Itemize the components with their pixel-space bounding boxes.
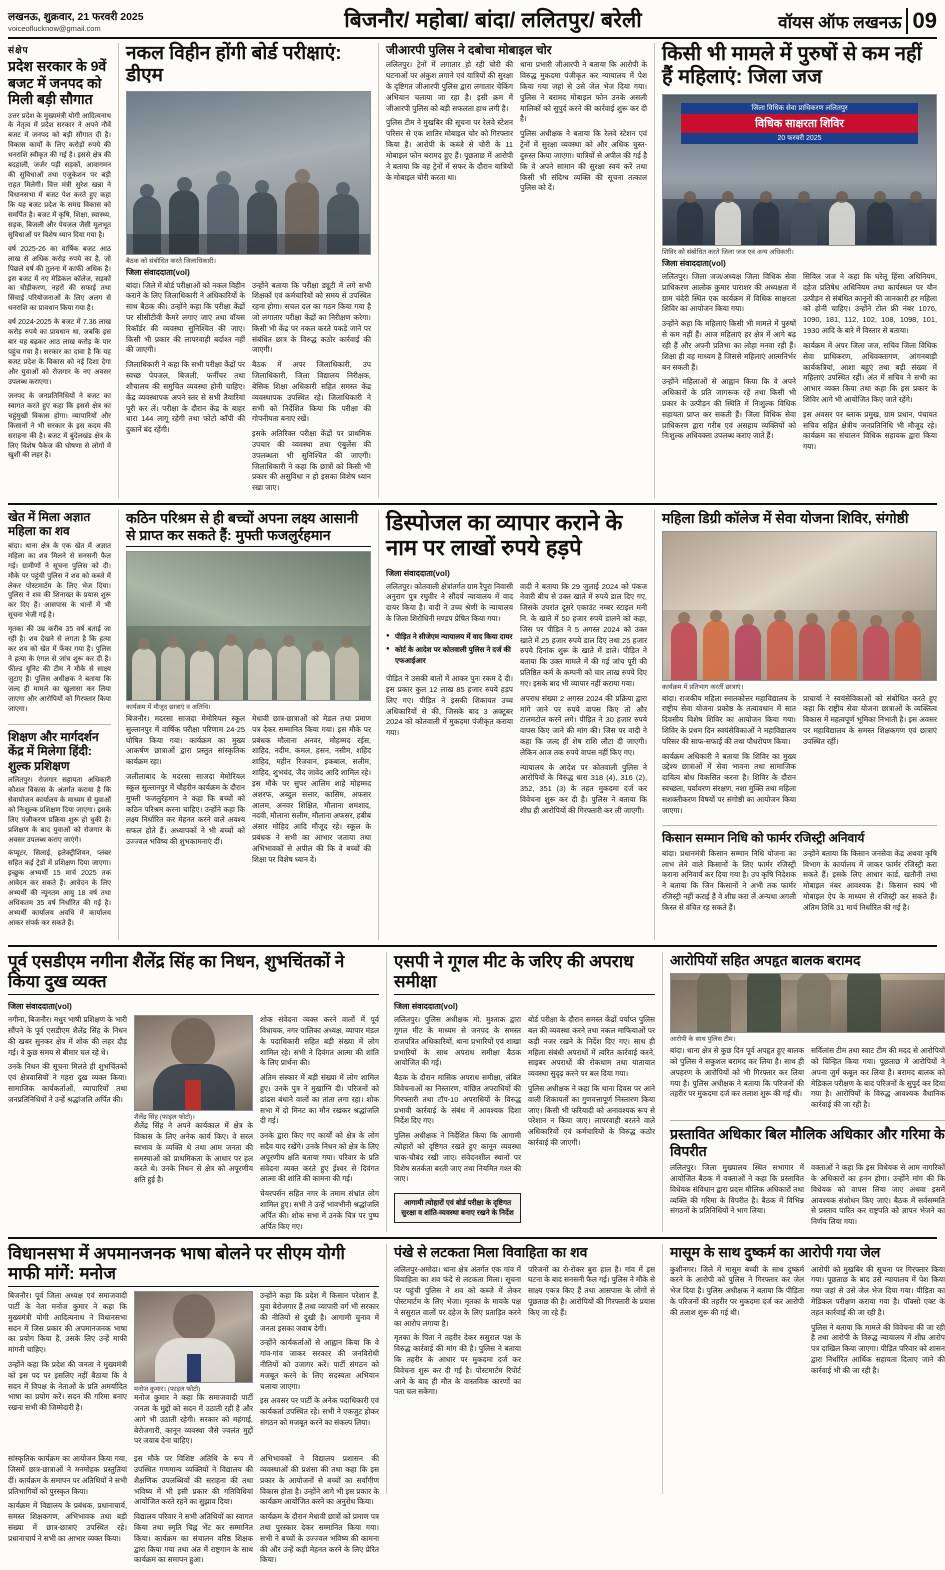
column-4-lower: [670, 952, 945, 1232]
masthead-left: [8, 10, 208, 34]
col3-small-p2: पुलिस टीम ने मुखबिर की सूचना पर रेलवे स्टेशन परिसर से एक शातिर मोबाइल चोर को गिरफ्तार किया है। आरोपी के कब्जे से चोरी के 11 मोबाइल फोन बरामद हुए हैं। पूछताछ में आरोपी ने बताया कि वह ट्रेनों में सफर के दौरान यात्रियों के मोबाइल चोरी करता था।: [386, 118, 513, 182]
masoom-p3: पुलिस ने बताया कि मामले की विवेचना की जा रही है तथा आरोपी के विरुद्ध न्यायालय में शीघ्र आरोप पत्र दाखिल किया जाएगा। पीड़ित परिवार को शासन द्वारा निर्धारित आर्थिक सहायता दिलाए जाने की कार्रवाई भी की जा रही है।: [811, 1322, 945, 1375]
column-3-mid: [386, 510, 647, 940]
banner-subtitle: जिला विधिक सेवा प्राधिकरण ललितपुर: [681, 103, 918, 114]
col4-sub3-photo: [670, 973, 945, 1034]
lower-section: [8, 952, 945, 1232]
col2-sub-p1: बिजनौर। मदरसा साजदा मेमोरियल स्कूल सुल्तानपुर में वार्षिक परीक्षा परिणाम 24-25 घोषित किया गया। कार्यक्रम का मुख्य आकर्षण छात्राओं द्वारा प्रस्तुत सांस्कृतिक कार्यक्रम रहा।: [126, 714, 245, 767]
col4-p3: उन्होंने महिलाओं से आह्वान किया कि वे अपने अधिकारों के प्रति जागरूक रहें तथा किसी भी प्रकार के उत्पीड़न की स्थिति में निःशुल्क विधिक सहायता प्राप्त कर सकती हैं। जिला विधिक सेवा प्राधिकरण द्वारा गरीब एवं असहाय व्यक्तियों को निःशुल्क अधिवक्ता उपलब्ध कराए जाते हैं।: [662, 377, 796, 441]
obit-p5: अंतिम संस्कार में बड़ी संख्या में लोग शामिल हुए। उनके पुत्र ने मुखाग्नि दी। परिजनों को ढांढस बंधाने वालों का तांता लगा रहा। शोक सभा में दो मिनट का मौन रखकर श्रद्धांजलि दी गई।: [260, 1073, 379, 1126]
col4-sub3-photo-caption: आरोपी के साथ पुलिस टीम।: [670, 1036, 736, 1044]
col2-sub-p3: मेधावी छात्र-छात्राओं को मेडल तथा प्रमाण पत्र देकर सम्मानित किया गया। इस मौके पर प्रबंधक मौलाना अनवर, मोहम्मद रईस, शाहिद, नदीम, कमल, हसन, नसीम, शहिद शाहिद, महीन रिजवान, इकबाल, सलीम, शाहिद, शुभचंद, जैद जावेद आदि शामिल रहे। इस मौके पर सुपर आलिम शाहे मोहम्मद अशरफ, अब्दुल सत्तार, कासिम, अफसर आलम, अनवर शिक्षित, मौलाना शमशाद, नदवी, मौलाना सलीम, मौलाना अफसर, हबीब अंसार मोहिद आदि मौजूद रहे। स्कूल के प्रबंधक ने सभी का आभार जताया तथा अभिभावकों से अपील की कि वे बच्चों की शिक्षा पर विशेष ध्यान दें।: [252, 714, 372, 864]
center2-p6: कार्यक्रम के दौरान मेधावी छात्रों को प्रमाण पत्र तथा पुरस्कार देकर सम्मानित किया गया। सभी ने बच्चों के उज्ज्वल भविष्य की कामना की और उन्हें कड़ी मेहनत करने के लिए प्रेरित किया।: [260, 1512, 379, 1565]
obit-p2: उनके निधन की सूचना मिलते ही शुभचिंतकों एवं क्षेत्रवासियों ने गहरा दुख व्यक्त किया। सामाजिक कार्यकर्ताओं, व्यापारियों तथा जनप्रतिनिधियों ने उन्हें श्रद्धांजलि अर्पित की।: [8, 1062, 127, 1104]
column-2-mid: [126, 510, 371, 940]
masoom-p2: आरोपी को मुखबिर की सूचना पर गिरफ्तार किया गया। पूछताछ के बाद उसे न्यायालय में पेश किया गया जहां से उसे जेल भेज दिया गया। पीड़िता का मेडिकल परीक्षण कराया गया है। पॉक्सो एक्ट के तहत कार्रवाई की जा रही है।: [811, 1264, 945, 1317]
col2-p3: उन्होंने बताया कि परीक्षा ड्यूटी में लगे सभी शिक्षकों एवं कर्मचारियों को समय से उपस्थित रहना होगा। सचल दल का गठन किया गया है जो लगातार परीक्षा केंद्रों का निरीक्षण करेगा। किसी भी केंद्र पर नकल करते पकड़े जाने पर संबंधित छात्र के विरुद्ध कठोर कार्रवाई की जाएगी।: [252, 280, 371, 355]
newspaper-brand: वॉयस ऑफ लखनऊ: [778, 12, 902, 32]
col3-big-headline: डिस्पोजल का व्यापार कराने के नाम पर लाखों रुपये हड़पे: [386, 510, 623, 561]
col1-sub3-headline: शिक्षण और मार्गदर्शन केंद्र में मिलेगा हिंदी: शुल्क प्रशिक्षण: [8, 729, 99, 773]
bottom-section: [8, 1244, 945, 1565]
col4-byline: जिला संवाददाता(vol): [662, 259, 726, 268]
list-item: ● पीड़ित ने सीजेएम न्यायालय में वाद किया दायर: [386, 632, 513, 642]
col4-sub2-p1: बांदा। प्रधानमंत्री किसान सम्मान निधि योजना का लाभ लेने वाले किसानों के लिए फार्मर रजिस्ट्री कराना अनिवार्य कर दिया गया है। उप कृषि निदेशक ने बताया कि जिन किसानों ने अभी तक फार्मर रजिस्ट्री नहीं कराई है वे शीघ्र करा लें अन्यथा अगली किस्त से वंचित रह सकते हैं।: [662, 848, 796, 912]
obituary-article: [8, 952, 379, 1232]
col1-sub2-text2: मृतका की उम्र करीब 35 वर्ष बताई जा रही है। शव देखने से लगता है कि हत्या कर शव को खेत में फेंका गया है। पुलिस ने हत्या के एंगल से जांच शुरू कर दी है। फील्ड यूनिट की टीम ने मौके से साक्ष्य जुटाए हैं। पुलिस अधीक्षक ने बताया कि जल्द ही मामले का खुलासा कर लिया जाएगा और आरोपियों को गिरफ्तार किया जाएगा।: [8, 626, 111, 713]
col2-sub-p2: जलीलाबाद के मदरसा साजदा मेमोरियल स्कूल सुल्तानपुर में चौहरीन कार्यक्रम के दौरान मुफ्ती फजलुर्रहमान ने कहा कि बच्चों को कठिन परिश्रम करना चाहिए। उन्होंने कहा कि लक्ष्य निर्धारित कर मेहनत करने वाले अवश्य सफल होते हैं। अध्यापकों ने भी बच्चों को उज्ज्वल भविष्य की शुभकामनाएं दीं।: [126, 772, 245, 846]
col2-sub-photo-caption: कार्यक्रम में मौजूद छात्राएं व अतिथि।: [126, 704, 211, 712]
col1-sub2-headline: खेत में मिला अज्ञात महिला का शव: [8, 510, 91, 539]
obit-p3: शैलेंद्र सिंह ने अपने कार्यकाल में क्षेत्र के विकास के लिए अनेक कार्य किए। वे सरल स्वभाव के व्यक्ति थे तथा आम जनता की समस्याओं को प्राथमिकता के आधार पर हल करते थे। उनके निधन से क्षेत्र को अपूरणीय क्षति हुई है।: [134, 1121, 253, 1185]
manoj-p4: उन्होंने कहा कि प्रदेश में किसान परेशान हैं, युवा बेरोजगार हैं तथा व्यापारी वर्ग भी सरकार की नीतियों से दुखी है। आगामी चुनाव में जनता इसका जवाब देगी।: [260, 1291, 379, 1333]
bottom-mid-article: [394, 1244, 655, 1494]
manoj-headline: विधानसभा में अपमानजनक भाषा बोलने पर सीएम योगी माफी मांगें: मनोज: [8, 1244, 379, 1287]
col3-p5: न्यायालय के आदेश पर कोतवाली पुलिस ने आरोपियों के विरुद्ध धारा 318 (4), 316 (2), 352, 351 (3) के तहत मुकदमा दर्ज कर विवेचना शुरू कर दी है। पुलिस ने बताया कि शीघ्र ही आरोपियों की गिरफ्तारी कर ली जाएगी।: [520, 762, 647, 815]
col4-sub4-p1: ललितपुर। जिला मुख्यालय स्थित सभागार में आयोजित बैठक में वक्ताओं ने कहा कि प्रस्तावित विधेयक संविधान द्वारा प्रदत्त मौलिक अधिकारों तथा व्यक्ति की गरिमा के विपरीत है। बैठक में विभिन्न संगठनों के प्रतिनिधियों ने भाग लिया।: [670, 1163, 804, 1216]
top-section: [8, 43, 937, 498]
col4-photo: [662, 94, 937, 246]
col1-sub2-text: बांदा। थाना क्षेत्र के एक खेत में अज्ञात महिला का शव मिलने से सनसनी फैल गई। ग्रामीणों ने सूचना पुलिस को दी। मौके पर पहुंची पुलिस ने शव को कब्जे में लेकर पोस्टमार्टम के लिए भेज दिया। पुलिस ने शव की शिनाख्त के प्रयास शुरू कर दिए हैं। आसपास के थानों में भी सूचना भेजी गई है।: [8, 542, 111, 620]
col4-sub4-headline: प्रस्तावित अधिकार बिल मौलिक अधिकार और गरिमा के विपरीत: [670, 1126, 945, 1159]
col4-p6: इस अवसर पर ब्लाक प्रमुख, ग्राम प्रधान, पंचायत सचिव सहित क्षेत्रीय जनप्रतिनिधि भी मौजूद रहे। कार्यक्रम का संचालन विधिक सहायक द्वारा किया गया।: [803, 409, 937, 452]
contact-email: voiceoflucknow@gmail.com: [8, 23, 101, 33]
manoj-p3: मनोज कुमार ने कहा कि समाजवादी पार्टी जनता के मुद्दों को सदन में उठाती रही है और आगे भी उठाती रहेगी। सरकार को महंगाई, बेरोजगारी, कानून व्यवस्था जैसे ज्वलंत मुद्दों पर जवाब देना चाहिए।: [134, 1393, 253, 1446]
publication-date: लखनऊ, शुक्रवार, 21 फरवरी 2025: [8, 10, 144, 23]
manoj-p5: उन्होंने कार्यकर्ताओं से आह्वान किया कि वे गांव-गांव जाकर सरकार की जनविरोधी नीतियों को उजागर करें। पार्टी संगठन को मजबूत करने के लिए सदस्यता अभियान चलाया जाएगा।: [260, 1338, 379, 1391]
masthead-right: [778, 8, 937, 34]
col4-sub-p1: बांदा। राजकीय महिला स्नातकोत्तर महाविद्यालय के राष्ट्रीय सेवा योजना प्रकोष्ठ के तत्वावधान में सात दिवसीय विशेष शिविर का आयोजन किया गया। शिविर के प्रथम दिन स्वयंसेविकाओं ने महाविद्यालय परिसर की साफ-सफाई की तथा पौधरोपण किया।: [662, 693, 796, 746]
col2-sub-headline: कठिन परिश्रम से ही बच्चों अपना लक्ष्य आसानी से प्राप्त कर सकते हैं: मुफ्ती फजलुर्रहमान: [126, 510, 371, 547]
col3-p3: अपराध संख्या 2 अगस्त 2024 की प्रक्रिया द्वारा मांगे जाने पर रुपये वापस किए तो और टालमटोल करने लगे। पीड़ित ने 30 हजार रुपये वापस किए जाने की मांग की। जिस पर वादी ने कहा कि जल्द ही शेष राशि लौटा दी जाएगी। लेकिन आज तक रुपये वापस नहीं किए गए।: [520, 693, 647, 757]
col4-sub3-headline: आरोपियों सहित अपहृत बालक बरामद: [670, 952, 861, 968]
col4-p1: ललितपुर। जिला जज/अध्यक्ष जिला विधिक सेवा प्राधिकरण आलोक कुमार पाराशर की अध्यक्षता में ग्राम चंदेरी स्थित एक कार्यक्रम में विधिक साक्षरता शिविर का आयोजन किया गया।: [662, 272, 796, 314]
sp-headline: एसपी ने गूगल मीट के जरिए की अपराध समीक्षा: [394, 952, 655, 995]
col2-p5: इसके अतिरिक्त परीक्षा केंद्रों पर प्राथमिक उपचार की व्यवस्था तथा एंबुलेंस की उपलब्धता भी सुनिश्चित की जाएगी। जिलाधिकारी ने कहा कि छात्रों को किसी भी प्रकार की असुविधा न हो इसका विशेष ध्यान रखा जाए।: [252, 429, 371, 493]
masthead: [8, 6, 937, 39]
col4-sub4-p2: वक्ताओं ने कहा कि इस विधेयक से आम नागरिकों के अधिकारों का हनन होगा। उन्होंने मांग की कि विधेयक को वापस लिया जाए अथवा इसमें आवश्यक संशोधन किए जाएं। बैठक में सर्वसम्मति से प्रस्ताव पारित कर राष्ट्रपति को ज्ञापन भेजने का निर्णय लिया गया।: [811, 1163, 945, 1227]
manoj-article: [8, 1244, 379, 1565]
col4-sub3-p1: बांदा। थाना क्षेत्र से कुछ दिन पूर्व अपहृत हुए बालक को पुलिस ने सकुशल बरामद कर लिया है। साथ ही अपहरण के आरोपियों को भी गिरफ्तार कर लिया गया है। पुलिस अधीक्षक ने बताया कि परिजनों की तहरीर पर मुकदमा दर्ज कर तलाश शुरू की गई थी।: [670, 1046, 804, 1099]
col4-sub-photo: [662, 531, 937, 681]
manoj-p1: बिजनौर। पूर्व जिला अध्यक्ष एवं समाजवादी पार्टी के नेता मनोज कुमार ने कहा कि मुख्यमंत्री योगी आदित्यनाथ ने विधानसभा सदन में जिस प्रकार की अपमानजनक भाषा का प्रयोग किया है, उसके लिए उन्हें माफी मांगनी चाहिए।: [8, 1291, 127, 1355]
col3-bullet-list: [386, 632, 513, 669]
center2-p5: अभिभावकों ने विद्यालय प्रशासन की व्यवस्थाओं की प्रशंसा की तथा कहा कि इस प्रकार के आयोजनों से बच्चों का सर्वांगीण विकास होता है। उन्होंने आगे भी इस प्रकार के कार्यक्रम आयोजित करने का अनुरोध किया।: [260, 1454, 379, 1507]
manoj-photo-caption: मनोज कुमार। (फाइल फोटो): [134, 1386, 201, 1394]
center2-p4: विद्यालय परिवार ने सभी अतिथियों का स्वागत किया तथा स्मृति चिह्न भेंट कर सम्मानित किया। कार्यक्रम का संचालन वरिष्ठ शिक्षक द्वारा किया गया तथा अंत में राष्ट्रगान के साथ कार्यक्रम का समापन हुआ।: [134, 1512, 253, 1565]
manoj-portrait-photo: [134, 1291, 253, 1383]
page-number: 09: [906, 8, 937, 34]
col2-p4: बैठक में अपर जिलाधिकारी, उप जिलाधिकारी, जिला विद्यालय निरीक्षक, बेसिक शिक्षा अधिकारी सहित समस्त केंद्र व्यवस्थापक उपस्थित रहे। जिलाधिकारी ने सभी को निर्देशित किया कि परीक्षा की गोपनीयता बनाए रखें।: [252, 360, 371, 424]
col2-sub-photo: [126, 551, 371, 701]
center2-p3: इस मौके पर विशिष्ट अतिथि के रूप में उपस्थित गणमान्य व्यक्तियों ने विद्यालय की शैक्षणिक उपलब्धियों की सराहना की तथा भविष्य में भी इसी प्रकार की गतिविधियां आयोजित करते रहने का सुझाव दिया।: [134, 1454, 253, 1507]
col3-p1: ललितपुर। कोतवाली क्षेत्रांतर्गत ग्राम रैपुरा निवासी अनुराग पुत्र रघुवीर ने सौंदर्य न्यायालय में वाद दायर किया है। वादी ने उच्च श्रेणी के न्यायालय के जिला शिरोधिनी मण्डप प्रेषित किया गया।: [386, 581, 513, 624]
col2-p1: बांदा। जिले में बोर्ड परीक्षाओं को नकल विहीन कराने के लिए जिलाधिकारी ने अधिकारियों के साथ बैठक की। उन्होंने कहा कि परीक्षा केंद्रों पर सीसीटीवी कैमरे लगाए जाएं तथा वॉयस रिकॉर्डर की व्यवस्था सुनिश्चित की जाए। किसी भी प्रकार की लापरवाही बर्दाश्त नहीं की जाएगी।: [126, 280, 245, 355]
col1-para4: जनपद के जनप्रतिनिधियों ने बजट का स्वागत करते हुए कहा कि इससे क्षेत्र का चहुंमुखी विकास होगा। व्यापारियों और किसानों ने भी सरकार के इस कदम की सराहना की है। बजट में बुंदेलखंड क्षेत्र के लिए विशेष पैकेज की घोषणा से लोगों में खुशी की लहर है।: [8, 392, 111, 460]
col4-sub3-p2: सर्विलांस टीम तथा स्वाट टीम की मदद से आरोपियों को चिन्हित किया गया। पूछताछ में आरोपियों ने अपना जुर्म कबूल कर लिया है। बरामद बालक को मेडिकल परीक्षण के बाद परिजनों के सुपुर्द कर दिया गया है। आरोपियों के विरुद्ध आवश्यक वैधानिक कार्रवाई की जा रही है।: [811, 1046, 945, 1110]
sp-box-note: आगामी त्योहारों एवं बोर्ड परीक्षा के दृष्टिगत सुरक्षा व शांति-व्यवस्था बनाए रखने के निर्देश: [394, 1193, 521, 1223]
manoj-p2: उन्होंने कहा कि प्रदेश की जनता ने मुख्यमंत्री को इस पद पर इसलिए नहीं बैठाया कि वे सदन में विपक्ष के नेताओं के प्रति अमर्यादित भाषा का प्रयोग करें। सदन की गरिमा बनाए रखना सभी की जिम्मेदारी है।: [8, 1359, 127, 1413]
obit-photo-caption: शैलेंद्र सिंह (फाइल फोटो)।: [134, 1114, 195, 1122]
col1-lead-headline: प्रदेश सरकार के 9वें बजट में जनपद को मिली बड़ी सौगात: [8, 58, 107, 108]
col1-sub3-text2: कंप्यूटर, सिलाई, इलेक्ट्रीशियन, प्लंबर सहित कई ट्रेडों में प्रशिक्षण दिया जाएगा। इच्छुक अभ्यर्थी 15 मार्च 2025 तक आवेदन कर सकते हैं। आवेदन के लिए अभ्यर्थी की न्यूनतम आयु 18 वर्ष तथा अधिकतम 35 वर्ष निर्धारित की गई है। अभ्यर्थी कार्यालय अवधि में कार्यालय आकर संपर्क कर सकते हैं।: [8, 850, 111, 928]
col3-small-p3: थाना प्रभारी जीआरपी ने बताया कि आरोपी के विरुद्ध मुकदमा पंजीकृत कर न्यायालय में पेश किया गया जहां से उसे जेल भेज दिया गया। पुलिस ने बरामद मोबाइल फोन उनके असली मालिकों को सुपुर्द करने की कार्रवाई शुरू कर दी है।: [520, 60, 647, 124]
col1-sub3-text: ललितपुर। रोजगार सहायता अधिकारी कौशल विकास के अंतर्गत कराया है कि सेवायोजन कार्यालय के माध्यम से युवाओं को निःशुल्क प्रशिक्षण दिया जाएगा। इसके लिए पंजीकरण प्रक्रिया शुरू हो चुकी है। प्रशिक्षण के बाद युवाओं को रोजगार के अवसर उपलब्ध कराए जाएंगे।: [8, 776, 111, 844]
pankha-headline: पंखे से लटकता मिला विवाहिता का शव: [394, 1244, 588, 1260]
col4-sub-p2: कार्यक्रम अधिकारी ने बताया कि शिविर का मुख्य उद्देश्य छात्राओं में सेवा भावना तथा सामाजिक दायित्व बोध विकसित करना है। शिविर के दौरान स्वच्छता, पर्यावरण संरक्षण, नशा मुक्ति तथा महिला सशक्तीकरण विषयों पर संगोष्ठी का आयोजन किया जाएगा।: [662, 751, 796, 815]
center2-p1: सांस्कृतिक कार्यक्रम का आयोजन किया गया, जिसमें छात्र-छात्राओं ने मनमोहक प्रस्तुतियां दीं। कार्यक्रम के समापन पर अतिथियों ने सभी प्रतिभागियों को पुरस्कृत किया।: [8, 1454, 127, 1496]
col4-photo-caption: शिविर को संबोधित करते जिला जज एवं अन्य अधिकारी।: [662, 249, 794, 256]
col2-byline: जिला संवाददाता(vol): [126, 267, 190, 277]
obit-headline: पूर्व एसडीएम नगीना शैलेंद्र सिंह का निधन, शुभचिंतकों ने किया दुख व्यक्त: [8, 952, 379, 995]
column-2: [126, 43, 371, 498]
sp-p2: बैठक के दौरान मासिक अपराध समीक्षा, लंबित विवेचनाओं का निस्तारण, वांछित अपराधियों की गिरफ्तारी तथा टॉप-10 अपराधियों के विरुद्ध प्रभावी कार्रवाई के संबंध में आवश्यक दिशा निर्देश दिए गए।: [394, 1073, 521, 1126]
col2-p2: जिलाधिकारी ने कहा कि सभी परीक्षा केंद्रों पर स्वच्छ पेयजल, बिजली, फर्नीचर तथा शौचालय की समुचित व्यवस्था होनी चाहिए। केंद्र व्यवस्थापक अपने स्तर से सभी तैयारियां पूरी कर लें। परीक्षा के दौरान केंद्र के बाहर धारा 144 लागू रहेगी तथा फोटो कॉपी की दुकानें बंद रहेंगी।: [126, 360, 245, 435]
col3-small-p1: ललितपुर। ट्रेनों में लगातार हो रही चोरी की घटनाओं पर अंकुश लगाने एवं यात्रियों की सुरक्षा के दृष्टिगत जीआरपी पुलिस द्वारा लगातार चेकिंग अभियान चलाया जा रहा है। इसी क्रम में जीआरपी पुलिस को बड़ी सफलता हाथ लगी है।: [386, 60, 513, 113]
column-3: [386, 43, 647, 498]
col3-p4: पीड़ित ने उसकी बातों में आकर पुनः रकम दे दी। इस प्रकार कुल 12 लाख 85 हजार रुपये हड़प लिए गए। पीड़ित ने इसकी शिकायत उच्च अधिकारियों से की, जिसके बाद 3 अक्टूबर 2024 को कोतवाली में मुकदमा पंजीकृत कराया गया।: [386, 674, 513, 738]
edition-list: बिजनौर/ महोबा/ बांदा/ ललितपुर/ बरेली: [344, 9, 642, 32]
sp-p3: पुलिस अधीक्षक ने निर्देशित किया कि आगामी त्योहारों को दृष्टिगत रखते हुए कानून व्यवस्था चाक-चौबंद रखी जाए। संवेदनशील स्थानों पर विशेष सतर्कता बरती जाए तथा नियमित गश्त की जाए।: [394, 1131, 521, 1184]
col4-sub-photo-caption: कार्यक्रम में प्रतिभाग करतीं छात्राएं।: [662, 683, 744, 691]
obit-byline: जिला संवाददाता(vol): [8, 1002, 72, 1012]
pankha-p3: परिजनों का रो-रोकर बुरा हाल है। गांव में इस घटना के बाद सनसनी फैल गई। पुलिस ने मौके से साक्ष्य एकत्र किए हैं तथा आसपास के लोगों से पूछताछ की है। आरोपियों की गिरफ्तारी के प्रयास किए जा रहे हैं।: [528, 1264, 655, 1317]
col3-small-p4: पुलिस अधीक्षक ने बताया कि रेलवे स्टेशन एवं ट्रेनों में सुरक्षा व्यवस्था को और अधिक चुस्त-दुरुस्त किया जाएगा। यात्रियों से अपील की गई है कि वे अपने सामान की सुरक्षा स्वयं करें तथा किसी भी संदिग्ध व्यक्ति की सूचना तत्काल पुलिस को दें।: [520, 129, 647, 193]
manoj-p6: इस अवसर पर पार्टी के अनेक पदाधिकारी एवं कार्यकर्ता उपस्थित रहे। सभी ने एकजुट होकर संगठन को मजबूत करने का संकल्प लिया।: [260, 1396, 379, 1428]
sp-byline: जिला संवाददाता(vol): [394, 1002, 458, 1012]
col4-p5: कार्यक्रम में अपर जिला जज, सचिव जिला विधिक सेवा प्राधिकरण, अधिवक्तागण, आंगनबाड़ी कार्यकत्रियां, आशा बहुएं तथा बड़ी संख्या में महिलाएं उपस्थित रहीं। अंत में सचिव ने सभी का आभार व्यक्त किया तथा कहा कि इस प्रकार के शिविर आगे भी आयोजित किए जाते रहेंगे।: [803, 340, 937, 404]
center2-p2: कार्यक्रम में विद्यालय के प्रबंधक, प्रधानाचार्य, समस्त शिक्षकगण, अभिभावक तथा बड़ी संख्या में छात्र-छात्राएं उपस्थित रहे। प्रधानाचार्य ने सभी का आभार व्यक्त किया।: [8, 1501, 127, 1543]
column-1: [8, 43, 111, 498]
col4-sub2-p2: उन्होंने बताया कि किसान जनसेवा केंद्र अथवा कृषि विभाग के कार्यालय में जाकर फार्मर रजिस्ट्री करा सकते हैं। इसके लिए आधार कार्ड, खतौनी तथा मोबाइल नंबर आवश्यक है। किसान स्वयं भी मोबाइल ऐप के माध्यम से रजिस्ट्री कर सकते हैं। अंतिम तिथि 31 मार्च निर्धारित की गई है।: [803, 848, 937, 912]
col4-p4: सिविल जज ने कहा कि घरेलू हिंसा अधिनियम, दहेज प्रतिषेध अधिनियम तथा कार्यस्थल पर यौन उत्पीड़न से संबंधित कानूनों की जानकारी हर महिला को होनी चाहिए। उन्होंने टोल फ्री नंबर 1076, 1090, 181, 112, 102, 108, 1098, 101, 1930 आदि के बारे में विस्तार से बताया।: [803, 272, 937, 336]
col1-para3: वर्ष 2024-2025 के बजट में 7.36 लाख करोड़ रुपये का प्रावधान था, जबकि इस बार यह बढ़कर आठ लाख करोड़ के पार पहुंच गया है। सरकार का दावा है कि यह बजट प्रदेश के विकास को नई दिशा देगा और युवाओं को रोजगार के नए अवसर उपलब्ध कराएगा।: [8, 319, 111, 386]
column-4: [662, 43, 937, 498]
obit-p4: शोक संवेदना व्यक्त करने वालों में पूर्व विधायक, नगर पालिका अध्यक्ष, व्यापार मंडल के पदाधिकारी सहित बड़ी संख्या में लोग शामिल रहे। सभी ने दिवंगत आत्मा की शांति के लिए प्रार्थना की।: [260, 1015, 379, 1068]
obit-p1: नगीना, बिजनौर। मधुर भाषी प्रशिक्षण के भारी सौंपने के पूर्व एसडीएम शैलेंद्र सिंह के निधन की खबर सुनकर क्षेत्र में शोक की लहर दौड़ गई। वे कुछ समय से बीमार चल रहे थे।: [8, 1015, 127, 1057]
sp-review-article: [394, 952, 655, 1232]
col4-sub2-headline: किसान सम्मान निधि को फार्मर रजिस्ट्री अनिवार्य: [662, 831, 865, 846]
col4-p2: उन्होंने कहा कि महिलाएं किसी भी मामले में पुरुषों से कम नहीं हैं। आज महिलाएं हर क्षेत्र में आगे बढ़ रही हैं और अपनी प्रतिभा का लोहा मनवा रही हैं। शिक्षा ही वह माध्यम है जिससे महिलाएं आत्मनिर्भर बन सकती हैं।: [662, 319, 796, 372]
col3-small-headline: जीआरपी पुलिस ने दबोचा मोबाइल चोर: [386, 43, 552, 57]
middle-section: [8, 510, 937, 940]
masoom-headline: मासूम के साथ दुष्कर्म का आरोपी गया जेल: [670, 1244, 881, 1260]
banner-date: 20 फरवरी 2025: [681, 133, 918, 144]
col3-byline: जिला संवाददाता(vol): [386, 568, 450, 578]
sangyep-label: संक्षेप: [8, 45, 29, 55]
col1-lead-text: उत्तर प्रदेश के मुख्यमंत्री योगी आदित्यनाथ के नेतृत्व में प्रदेश सरकार ने अपने नौवें बजट में जनपद को बड़ी सौगात दी है। विकास कार्यों के लिए करोड़ों रुपये की धनराशि स्वीकृत की गई है। इससे क्षेत्र की बदहाली, जर्जर पड़ी सड़कों, आवागमन की सुविधाओं तथा एजुकेशन पर बड़ी राहत मिलेगी। वित्त मंत्री सुरेश खन्ना ने विधानसभा में बजट पेश करते हुए कहा कि यह बजट प्रदेश के समग्र विकास को समर्पित है। बजट में कृषि, शिक्षा, स्वास्थ्य, सड़क, बिजली और पेयजल जैसी मूलभूत सुविधाओं पर विशेष ध्यान दिया गया है।: [8, 112, 111, 239]
sp-p4: बोर्ड परीक्षा के दौरान समस्त केंद्रों पर्याप्त पुलिस बल की व्यवस्था करने तथा नकल माफियाओं पर कड़ी नजर रखने के निर्देश दिए गए। साथ ही महिला संबंधी अपराधों में त्वरित कार्रवाई करने, साइबर अपराधों की रोकथाम तथा यातायात व्यवस्था सुदृढ़ करने पर बल दिया गया।: [528, 1015, 655, 1079]
pankha-p1: ललितपुर-अमोदा। थाना क्षेत्र अंतर्गत एक गांव में विवाहिता का शव फंदे से लटकता मिला। सूचना पर पहुंची पुलिस ने शव को कब्जे में लेकर पोस्टमार्टम के लिए भेजा। मृतका के मायके पक्ष ने ससुराल वालों पर दहेज के लिए प्रताड़ित करने का आरोप लगाया है।: [394, 1264, 521, 1328]
col4-sub-headline: महिला डिग्री कॉलेज में सेवा योजना शिविर, संगोष्ठी: [662, 510, 909, 526]
col4-sub-p3: प्राचार्या ने स्वयंसेविकाओं को संबोधित करते हुए कहा कि राष्ट्रीय सेवा योजना छात्राओं के व्यक्तित्व विकास में महत्वपूर्ण भूमिका निभाती है। इस अवसर पर महाविद्यालय के समस्त शिक्षकगण एवं छात्राएं उपस्थित रहीं।: [803, 693, 937, 746]
column-4-mid: [662, 510, 937, 940]
banner-title: विधिक साक्षरता शिविर: [681, 114, 918, 133]
col4-headline: किसी भी मामले में पुरुषों से कम नहीं हैं महिलाएं: जिला जज: [662, 43, 922, 88]
sp-p5: पुलिस अधीक्षक ने कहा कि थाना दिवस पर आने वाली शिकायतों का गुणवत्तापूर्ण निस्तारण किया जाए। किसी भी फरियादी को अनावश्यक रूप से परेशान न किया जाए। लापरवाही बरतने वाले अधिकारियों एवं कर्मचारियों के विरुद्ध कठोर कार्रवाई की जाएगी।: [528, 1083, 655, 1148]
col3-p2: वादी ने बताया कि 29 जुलाई 2024 को पंकज नेवारी बीच से उक्त खाते में रुपये डाल दिए गए, जिसके उपरांत दूसरे एकाउंट नम्बर स्टाइल मनी नि. के खाते में 50 हजार रुपये डालने को कहा, जिस पर पीड़ित ने 5 अगस्त 2024 को उक्त खाते में 25 हजार रुपये डाल दिए तथा 25 हजार रुपये दिनांक शुरू के खाते में डाले। पीड़ित ने बताया कि उक्त मामले में की गई जांच पूरी की प्रतिष्ठित कर्म के कम्पनी को चार लाख रुपये दिए गए। इसके बाद भी व्यापार नहीं कराया गया।: [520, 581, 647, 688]
col1-para2: वर्ष 2025-26 का वार्षिक बजट आठ लाख से अधिक करोड़ रुपये का है, जो पिछले वर्ष की तुलना में काफी अधिक है। इस बजट में नए मेडिकल कॉलेज, सड़कों का चौड़ीकरण, नहरों की सफाई तथा सिंचाई परियोजनाओं के लिए अलग से धनराशि का प्रावधान किया गया है।: [8, 245, 111, 313]
column-4-bottom: [670, 1244, 945, 1494]
col2-photo: [126, 91, 371, 255]
obit-portrait-photo: [134, 1015, 253, 1111]
obit-p7: चेयरपर्सन सहित नगर के तमाम संभ्रांत लोग शामिल हुए। सभी ने उन्हें भावभीनी श्रद्धांजलि अर्पित की। शोक सभा में उनके चित्र पर पुष्प अर्पित किए गए।: [260, 1189, 379, 1231]
col2-headline: नकल विहीन होंगी बोर्ड परीक्षाएं: डीएम: [126, 43, 342, 86]
masoom-p1: कुशीनगर। जिले में मासूम बच्ची के साथ दुष्कर्म करने के आरोपी को पुलिस ने गिरफ्तार कर जेल भेज दिया है। पुलिस अधीक्षक ने बताया कि पीड़िता के परिजनों की तहरीर पर मुकदमा दर्ज कर आरोपी की तलाश शुरू की गई थी।: [670, 1264, 804, 1317]
col2-photo-caption: बैठक को संबोधित करते जिलाधिकारी।: [126, 257, 216, 265]
obit-p6: उनके द्वारा किए गए कार्यों को क्षेत्र के लोग सदैव याद रखेंगे। उनके निधन को क्षेत्र के लिए अपूरणीय क्षति बताया गया। परिवार के प्रति संवेदना व्यक्त करते हुए ईश्वर से दिवंगत आत्मा की शांति की कामना की गई।: [260, 1131, 379, 1184]
list-item: ● कोर्ट के आदेश पर कोतवाली पुलिस ने दर्ज की एफआईआर: [386, 645, 513, 666]
sp-p1: ललितपुर। पुलिस अधीक्षक मो. मुश्ताक द्वारा गूगल मीट के माध्यम से जनपद के समस्त राजपत्रित अधिकारियों, थाना प्रभारियों एवं शाखा प्रभारियों के साथ अपराध समीक्षा बैठक आयोजित की गई।: [394, 1015, 521, 1068]
pankha-p2: मृतका के पिता ने तहरीर देकर ससुराल पक्ष के विरुद्ध कार्रवाई की मांग की है। पुलिस ने बताया कि तहरीर के आधार पर मुकदमा दर्ज कर विवेचना शुरू कर दी गई है। पोस्टमार्टम रिपोर्ट आने के बाद ही मौत के वास्तविक कारणों का पता चल सकेगा।: [394, 1333, 521, 1397]
column-1-mid: [8, 510, 111, 940]
